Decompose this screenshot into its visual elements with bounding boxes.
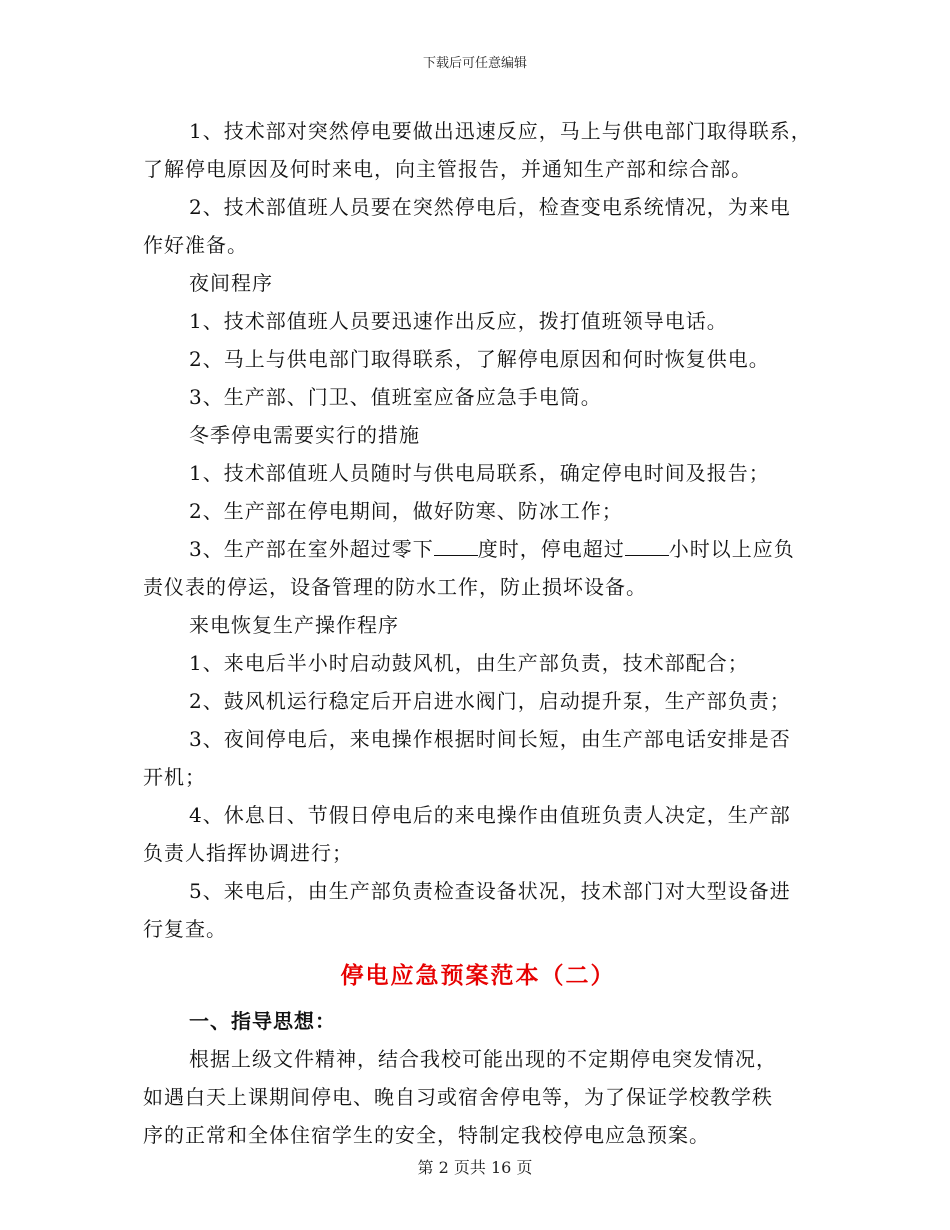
list-item: 3、夜间停电后，来电操作根据时间长短，由生产部电话安排是否: [189, 727, 791, 751]
paragraph-line: 作好准备。: [143, 233, 248, 257]
text-segment: 度时，停电超过: [477, 537, 625, 561]
paragraph-line: 行复查。: [143, 917, 227, 941]
paragraph-line: 如遇白天上课期间停电、晚自习或宿舍停电等，为了保证学校教学秩: [143, 1085, 773, 1109]
list-item: 1、技术部值班人员随时与供电局联系，确定停电时间及报告；: [189, 461, 770, 485]
paragraph-line: 2、技术部值班人员要在突然停电后，检查变电系统情况，为来电: [189, 195, 791, 219]
list-item: 5、来电后，由生产部负责检查设备状况，技术部门对大型设备进: [189, 879, 791, 903]
paragraph-line: 根据上级文件精神，结合我校可能出现的不定期停电突发情况，: [189, 1047, 777, 1071]
winter-heading: 冬季停电需要实行的措施: [189, 423, 420, 447]
text-segment: 小时以上应负: [668, 537, 795, 561]
list-item: 4、休息日、节假日停电后的来电操作由值班负责人决定，生产部: [189, 803, 791, 827]
page-footer: 第 2 页共 16 页: [417, 1158, 533, 1177]
blank-underline: [625, 537, 669, 556]
list-item: 1、技术部值班人员要迅速作出反应，拨打值班领导电话。: [189, 309, 728, 333]
blank-underline: [434, 537, 478, 556]
list-item: 1、来电后半小时启动鼓风机，由生产部负责，技术部配合；: [189, 651, 749, 675]
paragraph-line: 了解停电原因及何时来电，向主管报告，并通知生产部和综合部。: [143, 157, 752, 181]
list-item: [143, 530, 813, 568]
list-item: 2、生产部在停电期间，做好防寒、防冰工作；: [189, 499, 623, 523]
paragraph-line: 负责人指挥协调进行；: [143, 841, 353, 865]
paragraph-line: 1、技术部对突然停电要做出迅速反应，马上与供电部门取得联系，: [189, 119, 812, 143]
text-segment: 3、生产部在室外超过零下: [189, 537, 434, 561]
paragraph-line: 序的正常和全体住宿学生的安全，特制定我校停电应急预案。: [143, 1123, 710, 1147]
list-item: 3、生产部、门卫、值班室应备应急手电筒。: [189, 385, 602, 409]
restore-heading: 来电恢复生产操作程序: [189, 613, 399, 637]
list-item: 2、马上与供电部门取得联系，了解停电原因和何时恢复供电。: [189, 347, 770, 371]
list-item: 2、鼓风机运行稳定后开启进水阀门，启动提升泵，生产部负责；: [189, 689, 791, 713]
document-body: [143, 112, 813, 1154]
section-title: 停电应急预案范本（二）: [340, 962, 616, 989]
night-heading: 夜间程序: [189, 271, 273, 295]
guide-heading: 一、指导思想：: [189, 1009, 336, 1033]
page-header: 下载后可任意编辑: [422, 56, 527, 71]
paragraph-line: 开机；: [143, 765, 206, 789]
paragraph-line: 责仪表的停运，设备管理的防水工作，防止损坏设备。: [143, 575, 647, 599]
